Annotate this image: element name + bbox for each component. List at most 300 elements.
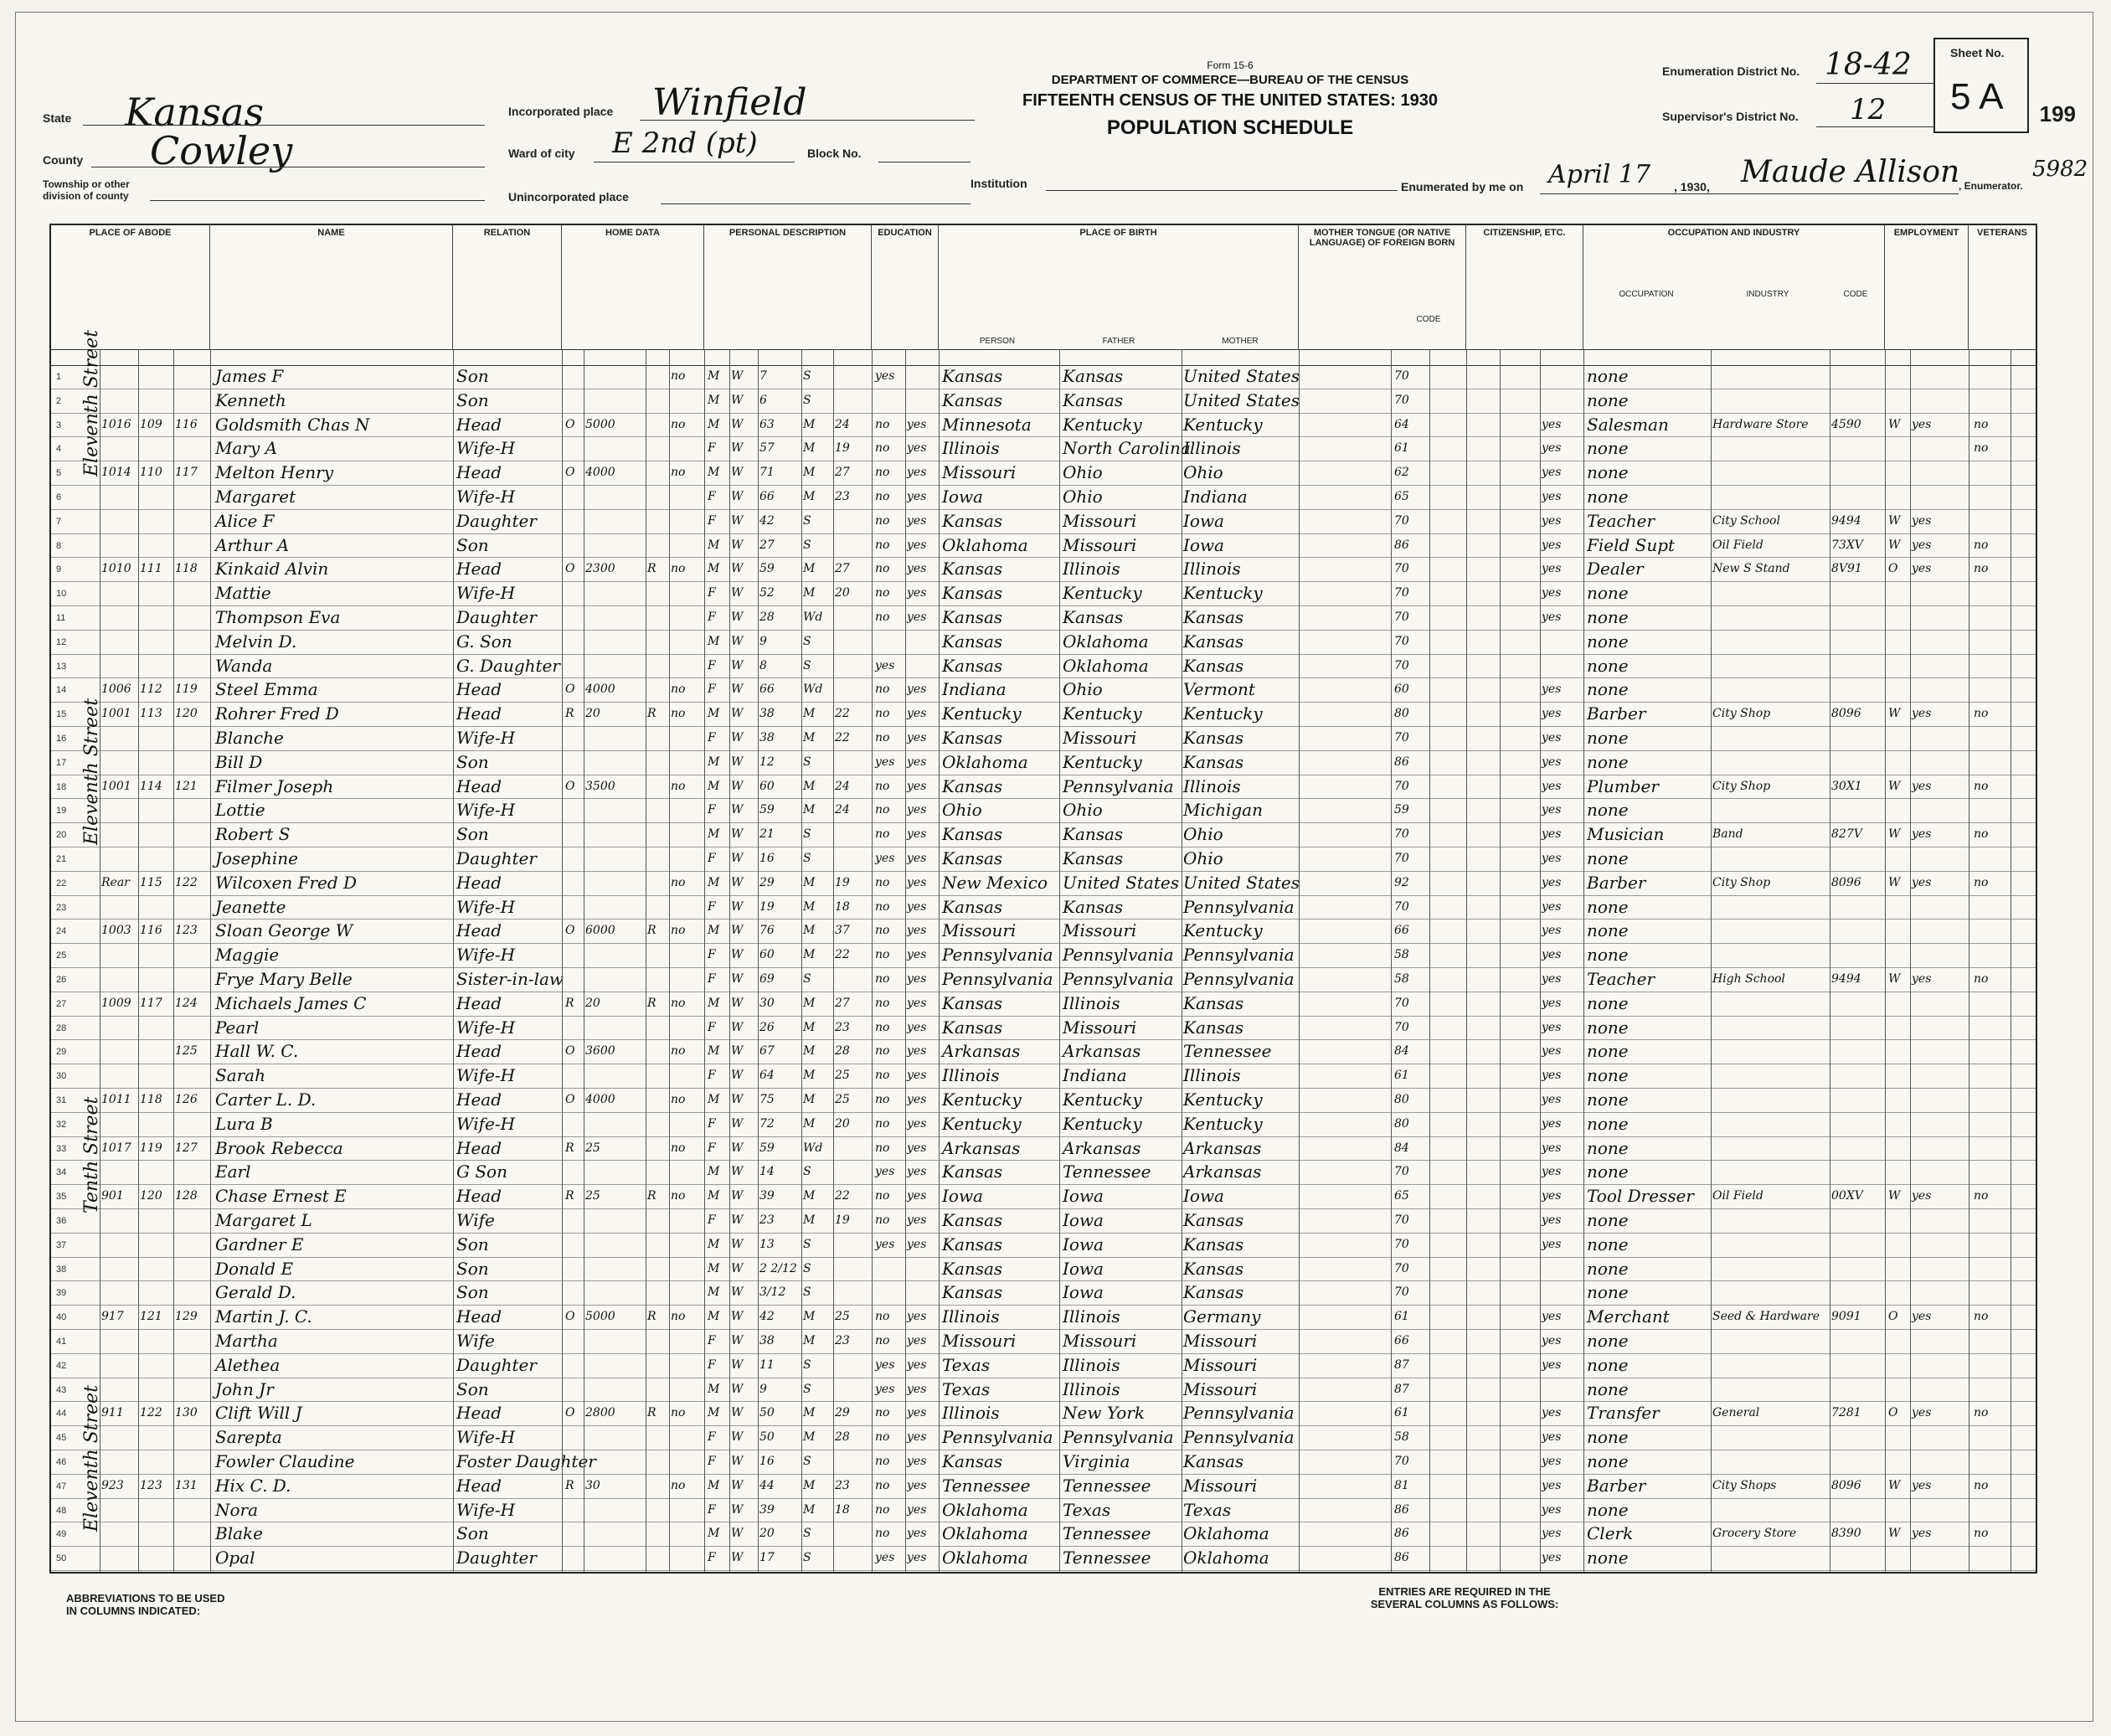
- enumerator-name: Maude Allison: [1741, 155, 1960, 189]
- cell-pob: Oklahoma: [942, 1548, 1028, 1569]
- cell-rel: Wife-H: [456, 728, 516, 748]
- cell-mar: Wd: [803, 683, 823, 697]
- cell-farm: [671, 630, 703, 654]
- cell-farm: [671, 1064, 703, 1088]
- cell-cls: W: [1888, 972, 1901, 986]
- cell-val: 20: [585, 707, 600, 721]
- cell-name: Blake: [215, 1523, 263, 1544]
- cell-radio: [647, 1064, 667, 1088]
- cell-rel: Son: [456, 389, 489, 410]
- cell-eng: yes: [1542, 562, 1562, 576]
- cell-race: W: [731, 1406, 744, 1420]
- cell-sex: F: [708, 513, 716, 528]
- cell-fam: [175, 1016, 209, 1040]
- cell-name: Arthur A: [215, 534, 290, 555]
- cell-eng: yes: [1542, 1093, 1562, 1106]
- cell-race: W: [731, 586, 744, 600]
- cell-ocode: [1831, 1450, 1883, 1474]
- cell-cls: W: [1888, 1478, 1901, 1492]
- cell-occ: none: [1587, 655, 1629, 676]
- cell-ocode: 9091: [1831, 1310, 1861, 1324]
- cell-mar: S: [803, 972, 811, 986]
- cell-house: [101, 847, 138, 871]
- cell-race: W: [731, 369, 744, 383]
- cell-rel: Sister-in-law: [456, 969, 564, 989]
- cell-age: 57: [759, 441, 775, 456]
- cell-eng: yes: [1542, 1502, 1562, 1517]
- cell-code: 61: [1394, 1406, 1409, 1420]
- cell-val: [585, 847, 644, 871]
- cell-farm: [671, 1112, 703, 1136]
- cell-own: [565, 436, 584, 461]
- row-number: 40: [56, 1312, 67, 1323]
- cell-pob: Oklahoma: [942, 1523, 1028, 1544]
- cell-mpob: Pennsylvania: [1183, 1403, 1295, 1424]
- cell-dw: 120: [140, 1189, 162, 1203]
- cell-code: 65: [1394, 490, 1409, 503]
- cell-own: R: [565, 1478, 574, 1492]
- table-row: [51, 847, 2036, 872]
- cell-race: W: [731, 827, 744, 842]
- cell-rel: Head: [456, 414, 502, 435]
- cell-farm: [671, 726, 703, 750]
- cell-mar: S: [803, 1261, 811, 1275]
- cell-mpob: Illinois: [1183, 438, 1241, 459]
- cell-age: 39: [759, 1189, 775, 1203]
- cell-age: 50: [759, 1430, 775, 1445]
- cell-occ: none: [1587, 896, 1629, 917]
- cell-val: 3600: [585, 1044, 615, 1059]
- cell-name: Hix C. D.: [215, 1475, 291, 1496]
- cell-fpob: Oklahoma: [1063, 631, 1149, 652]
- column-divider: [872, 349, 873, 1572]
- cell-fam: [175, 509, 209, 533]
- cell-dw: [140, 581, 173, 605]
- cell-own: [565, 389, 584, 413]
- cell-sex: F: [708, 1213, 716, 1227]
- cell-farm: no: [671, 875, 686, 889]
- cell-sex: F: [708, 1334, 716, 1347]
- cell-age: 39: [759, 1502, 775, 1517]
- cell-pob: New Mexico: [942, 872, 1048, 893]
- cell-fpob: Kentucky: [1063, 1090, 1142, 1110]
- row-number: 28: [56, 1023, 67, 1033]
- table-row: [51, 1425, 2036, 1450]
- cell-ocode: 8096: [1831, 707, 1861, 721]
- cell-own: [565, 1064, 584, 1088]
- cell-mar: S: [803, 1382, 811, 1396]
- cell-house: 917: [101, 1310, 124, 1324]
- table-row: [51, 1257, 2036, 1282]
- cell-radio: [647, 871, 667, 895]
- cell-race: W: [731, 658, 744, 672]
- cell-pob: Kansas: [942, 728, 1003, 748]
- cell-dw: 112: [140, 683, 162, 697]
- cell-farm: no: [671, 466, 686, 480]
- cell-pob: Oklahoma: [942, 534, 1028, 555]
- row-number: 29: [56, 1047, 67, 1058]
- row-number: 41: [56, 1337, 67, 1347]
- cell-house: 901: [101, 1189, 124, 1203]
- cell-work: [1912, 1112, 1954, 1136]
- cell-read: yes: [907, 948, 927, 962]
- cell-mpob: Pennsylvania: [1183, 1427, 1295, 1448]
- row-number: 42: [56, 1360, 67, 1371]
- cell-house: [101, 798, 138, 822]
- cell-farm: [671, 822, 703, 847]
- row-number: 21: [56, 854, 67, 864]
- cell-mar: M: [803, 1044, 816, 1059]
- cell-vet: no: [1974, 972, 1989, 986]
- cell-own: [565, 581, 584, 605]
- cell-age: 71: [759, 466, 775, 480]
- cell-cls: [1888, 1378, 1908, 1402]
- cell-occ: Barber: [1587, 703, 1646, 724]
- cell-ind: [1712, 750, 1830, 775]
- cell-eng: [1542, 654, 1580, 678]
- cell-cls: W: [1888, 538, 1901, 552]
- cell-ocode: [1831, 750, 1883, 775]
- cell-ind: [1712, 1088, 1830, 1112]
- cell-name: Carter L. D.: [215, 1090, 317, 1110]
- cell-fpob: New York: [1063, 1403, 1145, 1424]
- cell-sch: no: [875, 803, 890, 817]
- cell-radio: [647, 775, 667, 799]
- cell-occ: none: [1587, 1354, 1629, 1375]
- cell-own: O: [565, 1406, 575, 1420]
- cell-age: 9: [759, 1382, 767, 1396]
- column-divider: [729, 349, 730, 1572]
- cell-work: [1912, 1450, 1954, 1474]
- row-number: 50: [56, 1553, 67, 1564]
- cell-vet: [1974, 919, 2016, 943]
- cell-ind: [1712, 992, 1830, 1016]
- cell-race: W: [731, 875, 744, 889]
- cell-vet: [1974, 895, 2016, 920]
- cell-sex: M: [708, 779, 720, 793]
- table-row: [51, 1016, 2036, 1041]
- cell-house: [101, 1233, 138, 1257]
- cell-name: Margaret: [215, 487, 296, 507]
- cell-race: W: [731, 417, 744, 431]
- cell-ocode: [1831, 1112, 1883, 1136]
- cell-pob: Pennsylvania: [942, 1427, 1053, 1448]
- cell-mar: S: [803, 1285, 811, 1300]
- table-row: [51, 436, 2036, 461]
- cell-ocode: [1831, 847, 1883, 871]
- cell-agem: [835, 1280, 868, 1305]
- cell-work: [1912, 1498, 1954, 1522]
- cell-agem: 23: [835, 1020, 850, 1034]
- cell-mpob: Iowa: [1183, 534, 1224, 555]
- cell-eng: yes: [1542, 466, 1562, 480]
- cell-farm: [671, 533, 703, 558]
- cell-age: 64: [759, 1069, 775, 1083]
- cell-rel: Head: [456, 1137, 502, 1158]
- cell-read: yes: [907, 899, 927, 914]
- cell-rel: Son: [456, 1378, 489, 1399]
- cell-mpob: Iowa: [1183, 1186, 1224, 1207]
- col-personal: PERSONAL DESCRIPTION: [704, 225, 872, 349]
- cell-house: [101, 1112, 138, 1136]
- cell-eng: yes: [1542, 827, 1562, 842]
- cell-read: yes: [907, 1406, 927, 1420]
- cell-age: 38: [759, 731, 775, 744]
- cell-farm: [671, 581, 703, 605]
- cell-eng: yes: [1542, 538, 1562, 552]
- cell-mpob: Kansas: [1183, 1234, 1244, 1254]
- cell-eng: yes: [1542, 1116, 1562, 1131]
- cell-agem: 25: [835, 1093, 850, 1106]
- cell-agem: 22: [835, 707, 850, 721]
- cell-val: [585, 798, 644, 822]
- cell-own: [565, 630, 584, 654]
- cell-race: W: [731, 1093, 744, 1106]
- cell-name: Gerald D.: [215, 1282, 296, 1303]
- cell-cls: [1888, 1425, 1908, 1450]
- cell-val: 4000: [585, 683, 615, 697]
- cell-pob: Minnesota: [942, 414, 1032, 435]
- cell-occ: none: [1587, 1065, 1629, 1086]
- cell-ocode: [1831, 461, 1883, 485]
- cell-race: W: [731, 1141, 744, 1155]
- cell-own: [565, 1498, 584, 1522]
- township-label: Township or other division of county: [43, 178, 130, 202]
- column-divider: [1429, 349, 1430, 1572]
- cell-farm: no: [671, 369, 686, 383]
- cell-cls: [1888, 461, 1908, 485]
- cell-sex: F: [708, 1357, 716, 1372]
- block-label: Block No.: [807, 147, 862, 160]
- cell-fam: [175, 1425, 209, 1450]
- cell-read: yes: [907, 707, 927, 721]
- cell-dw: 114: [140, 779, 162, 793]
- cell-dw: [140, 1039, 173, 1064]
- cell-mar: M: [803, 417, 816, 431]
- cell-code: 65: [1394, 1189, 1409, 1203]
- cell-work: [1912, 630, 1954, 654]
- cell-fpob: Kansas: [1063, 366, 1124, 386]
- cell-race: W: [731, 731, 744, 744]
- cell-fam: [175, 1329, 209, 1353]
- cell-own: [565, 533, 584, 558]
- cell-pob: Tennessee: [942, 1475, 1031, 1496]
- cell-sch: no: [875, 441, 890, 456]
- column-divider: [704, 349, 705, 1572]
- cell-dw: [140, 1064, 173, 1088]
- cell-sch: no: [875, 1455, 890, 1468]
- cell-ind: [1712, 798, 1830, 822]
- cell-house: 1011: [101, 1093, 131, 1106]
- cell-code: 70: [1394, 562, 1409, 576]
- table-row: [51, 1112, 2036, 1137]
- cell-fam: 124: [175, 996, 198, 1010]
- cell-fpob: Missouri: [1063, 920, 1137, 941]
- cell-val: [585, 1450, 644, 1474]
- cell-rel: G Son: [456, 1162, 507, 1182]
- cell-mar: M: [803, 586, 816, 600]
- cell-ind: Oil Field: [1712, 538, 1763, 552]
- cell-mpob: Germany: [1183, 1306, 1261, 1327]
- cell-eng: yes: [1542, 1141, 1562, 1155]
- cell-val: [585, 726, 644, 750]
- cell-mar: S: [803, 1357, 811, 1372]
- cell-agem: [835, 389, 868, 413]
- cell-ind: [1712, 1160, 1830, 1184]
- cell-sex: F: [708, 586, 716, 600]
- cell-pob: Kansas: [942, 559, 1003, 580]
- table-row: [51, 1233, 2036, 1258]
- incorporated-value: Winfield: [652, 81, 807, 124]
- cell-sex: F: [708, 972, 716, 986]
- cell-work: yes: [1912, 1310, 1932, 1324]
- cell-farm: [671, 1280, 703, 1305]
- cell-fam: [175, 750, 209, 775]
- col-home-data: HOME DATA: [562, 225, 704, 349]
- cell-val: [585, 1378, 644, 1402]
- cell-eng: yes: [1542, 948, 1562, 962]
- cell-radio: [647, 605, 667, 630]
- row-number: 18: [56, 781, 67, 792]
- cell-cls: [1888, 581, 1908, 605]
- cell-cls: W: [1888, 513, 1901, 528]
- cell-read: [907, 1257, 937, 1281]
- cell-race: W: [731, 490, 744, 503]
- cell-race: W: [731, 996, 744, 1010]
- cell-read: yes: [907, 1189, 927, 1203]
- cell-ind: [1712, 1378, 1830, 1402]
- cell-house: 1010: [101, 562, 131, 576]
- cell-own: [565, 1522, 584, 1546]
- col-name: NAME: [210, 225, 453, 349]
- cell-house: [101, 895, 138, 920]
- cell-name: Nora: [215, 1499, 259, 1520]
- cell-race: W: [731, 1237, 744, 1251]
- cell-code: 84: [1394, 1141, 1409, 1155]
- cell-dw: 116: [140, 924, 162, 938]
- cell-read: yes: [907, 1551, 927, 1565]
- cell-age: 38: [759, 707, 775, 721]
- column-number-row: [51, 349, 2036, 366]
- cell-own: [565, 895, 584, 920]
- cell-ind: Oil Field: [1712, 1189, 1763, 1203]
- cell-pob: Pennsylvania: [942, 945, 1053, 966]
- cell-fam: [175, 581, 209, 605]
- cell-code: 70: [1394, 1165, 1409, 1179]
- row-number: 26: [56, 975, 67, 985]
- cell-fpob: Tennessee: [1063, 1475, 1151, 1496]
- cell-code: 70: [1394, 658, 1409, 672]
- cell-ocode: 8390: [1831, 1527, 1861, 1541]
- cell-house: [101, 967, 138, 992]
- row-number: 5: [56, 468, 62, 479]
- cell-house: [101, 1160, 138, 1184]
- cell-rel: Wife-H: [456, 1113, 516, 1134]
- cell-work: yes: [1912, 1527, 1932, 1541]
- cell-mpob: Missouri: [1183, 1378, 1258, 1399]
- cell-race: W: [731, 610, 744, 624]
- cell-dw: 122: [140, 1406, 162, 1420]
- cell-agem: 27: [835, 562, 850, 576]
- cell-farm: [671, 1257, 703, 1281]
- supervisor-value: 12: [1850, 93, 1887, 126]
- cell-pob: Kansas: [942, 607, 1003, 627]
- cell-val: 30: [585, 1478, 600, 1492]
- cell-vet: no: [1974, 1478, 1989, 1492]
- cell-vet: [1974, 630, 2016, 654]
- cell-name: Melvin D.: [215, 631, 297, 652]
- cell-sch: [875, 1257, 905, 1281]
- cell-mar: S: [803, 538, 811, 552]
- cell-ocode: [1831, 1378, 1883, 1402]
- cell-fpob: Kentucky: [1063, 414, 1142, 435]
- cell-code: 70: [1394, 586, 1409, 600]
- cell-name: Maggie: [215, 945, 280, 966]
- cell-own: O: [565, 683, 575, 697]
- cell-occ: none: [1587, 438, 1629, 459]
- cell-vet: no: [1974, 441, 1989, 456]
- cell-radio: [647, 533, 667, 558]
- cell-pob: Kansas: [942, 824, 1003, 845]
- cell-ocode: [1831, 1064, 1883, 1088]
- cell-fpob: Oklahoma: [1063, 655, 1149, 676]
- table-row: [51, 413, 2036, 438]
- cell-vet: no: [1974, 1189, 1989, 1203]
- cell-work: [1912, 1016, 1954, 1040]
- cell-eng: [1542, 1257, 1580, 1281]
- cell-dw: 115: [140, 875, 162, 889]
- cell-dw: [140, 509, 173, 533]
- cell-ocode: [1831, 943, 1883, 967]
- cell-rel: Head: [456, 1090, 502, 1110]
- cell-val: [585, 1353, 644, 1378]
- cell-mpob: Kansas: [1183, 1282, 1244, 1303]
- cell-rel: Wife-H: [456, 1427, 516, 1448]
- cell-age: 14: [759, 1165, 775, 1179]
- cell-code: 70: [1394, 634, 1409, 648]
- table-row: [51, 1353, 2036, 1378]
- cell-fpob: Illinois: [1063, 1306, 1120, 1327]
- cell-occ: none: [1587, 631, 1629, 652]
- cell-sch: no: [875, 1406, 890, 1420]
- column-divider: [1391, 349, 1392, 1572]
- cell-vet: [1974, 1233, 2016, 1257]
- cell-cls: [1888, 726, 1908, 750]
- cell-work: [1912, 1280, 1954, 1305]
- cell-sch: no: [875, 1116, 890, 1131]
- cell-age: 30: [759, 996, 775, 1010]
- cell-ind: City Shop: [1712, 875, 1771, 889]
- cell-sch: yes: [875, 1237, 895, 1251]
- cell-work: [1912, 1353, 1954, 1378]
- cell-occ: Barber: [1587, 1475, 1646, 1496]
- cell-vet: [1974, 1136, 2016, 1161]
- county-value: Cowley: [150, 128, 293, 173]
- cell-eng: yes: [1542, 731, 1562, 744]
- cell-ocode: [1831, 895, 1883, 920]
- cell-vet: [1974, 364, 2016, 389]
- cell-radio: [647, 436, 667, 461]
- cell-farm: [671, 943, 703, 967]
- cell-agem: 20: [835, 586, 850, 600]
- cell-age: 8: [759, 658, 767, 672]
- row-number: 31: [56, 1095, 67, 1105]
- cell-age: 60: [759, 948, 775, 962]
- cell-code: 70: [1394, 610, 1409, 624]
- cell-pob: Kansas: [942, 1234, 1003, 1254]
- cell-ind: [1712, 1016, 1830, 1040]
- cell-rel: Son: [456, 1523, 489, 1544]
